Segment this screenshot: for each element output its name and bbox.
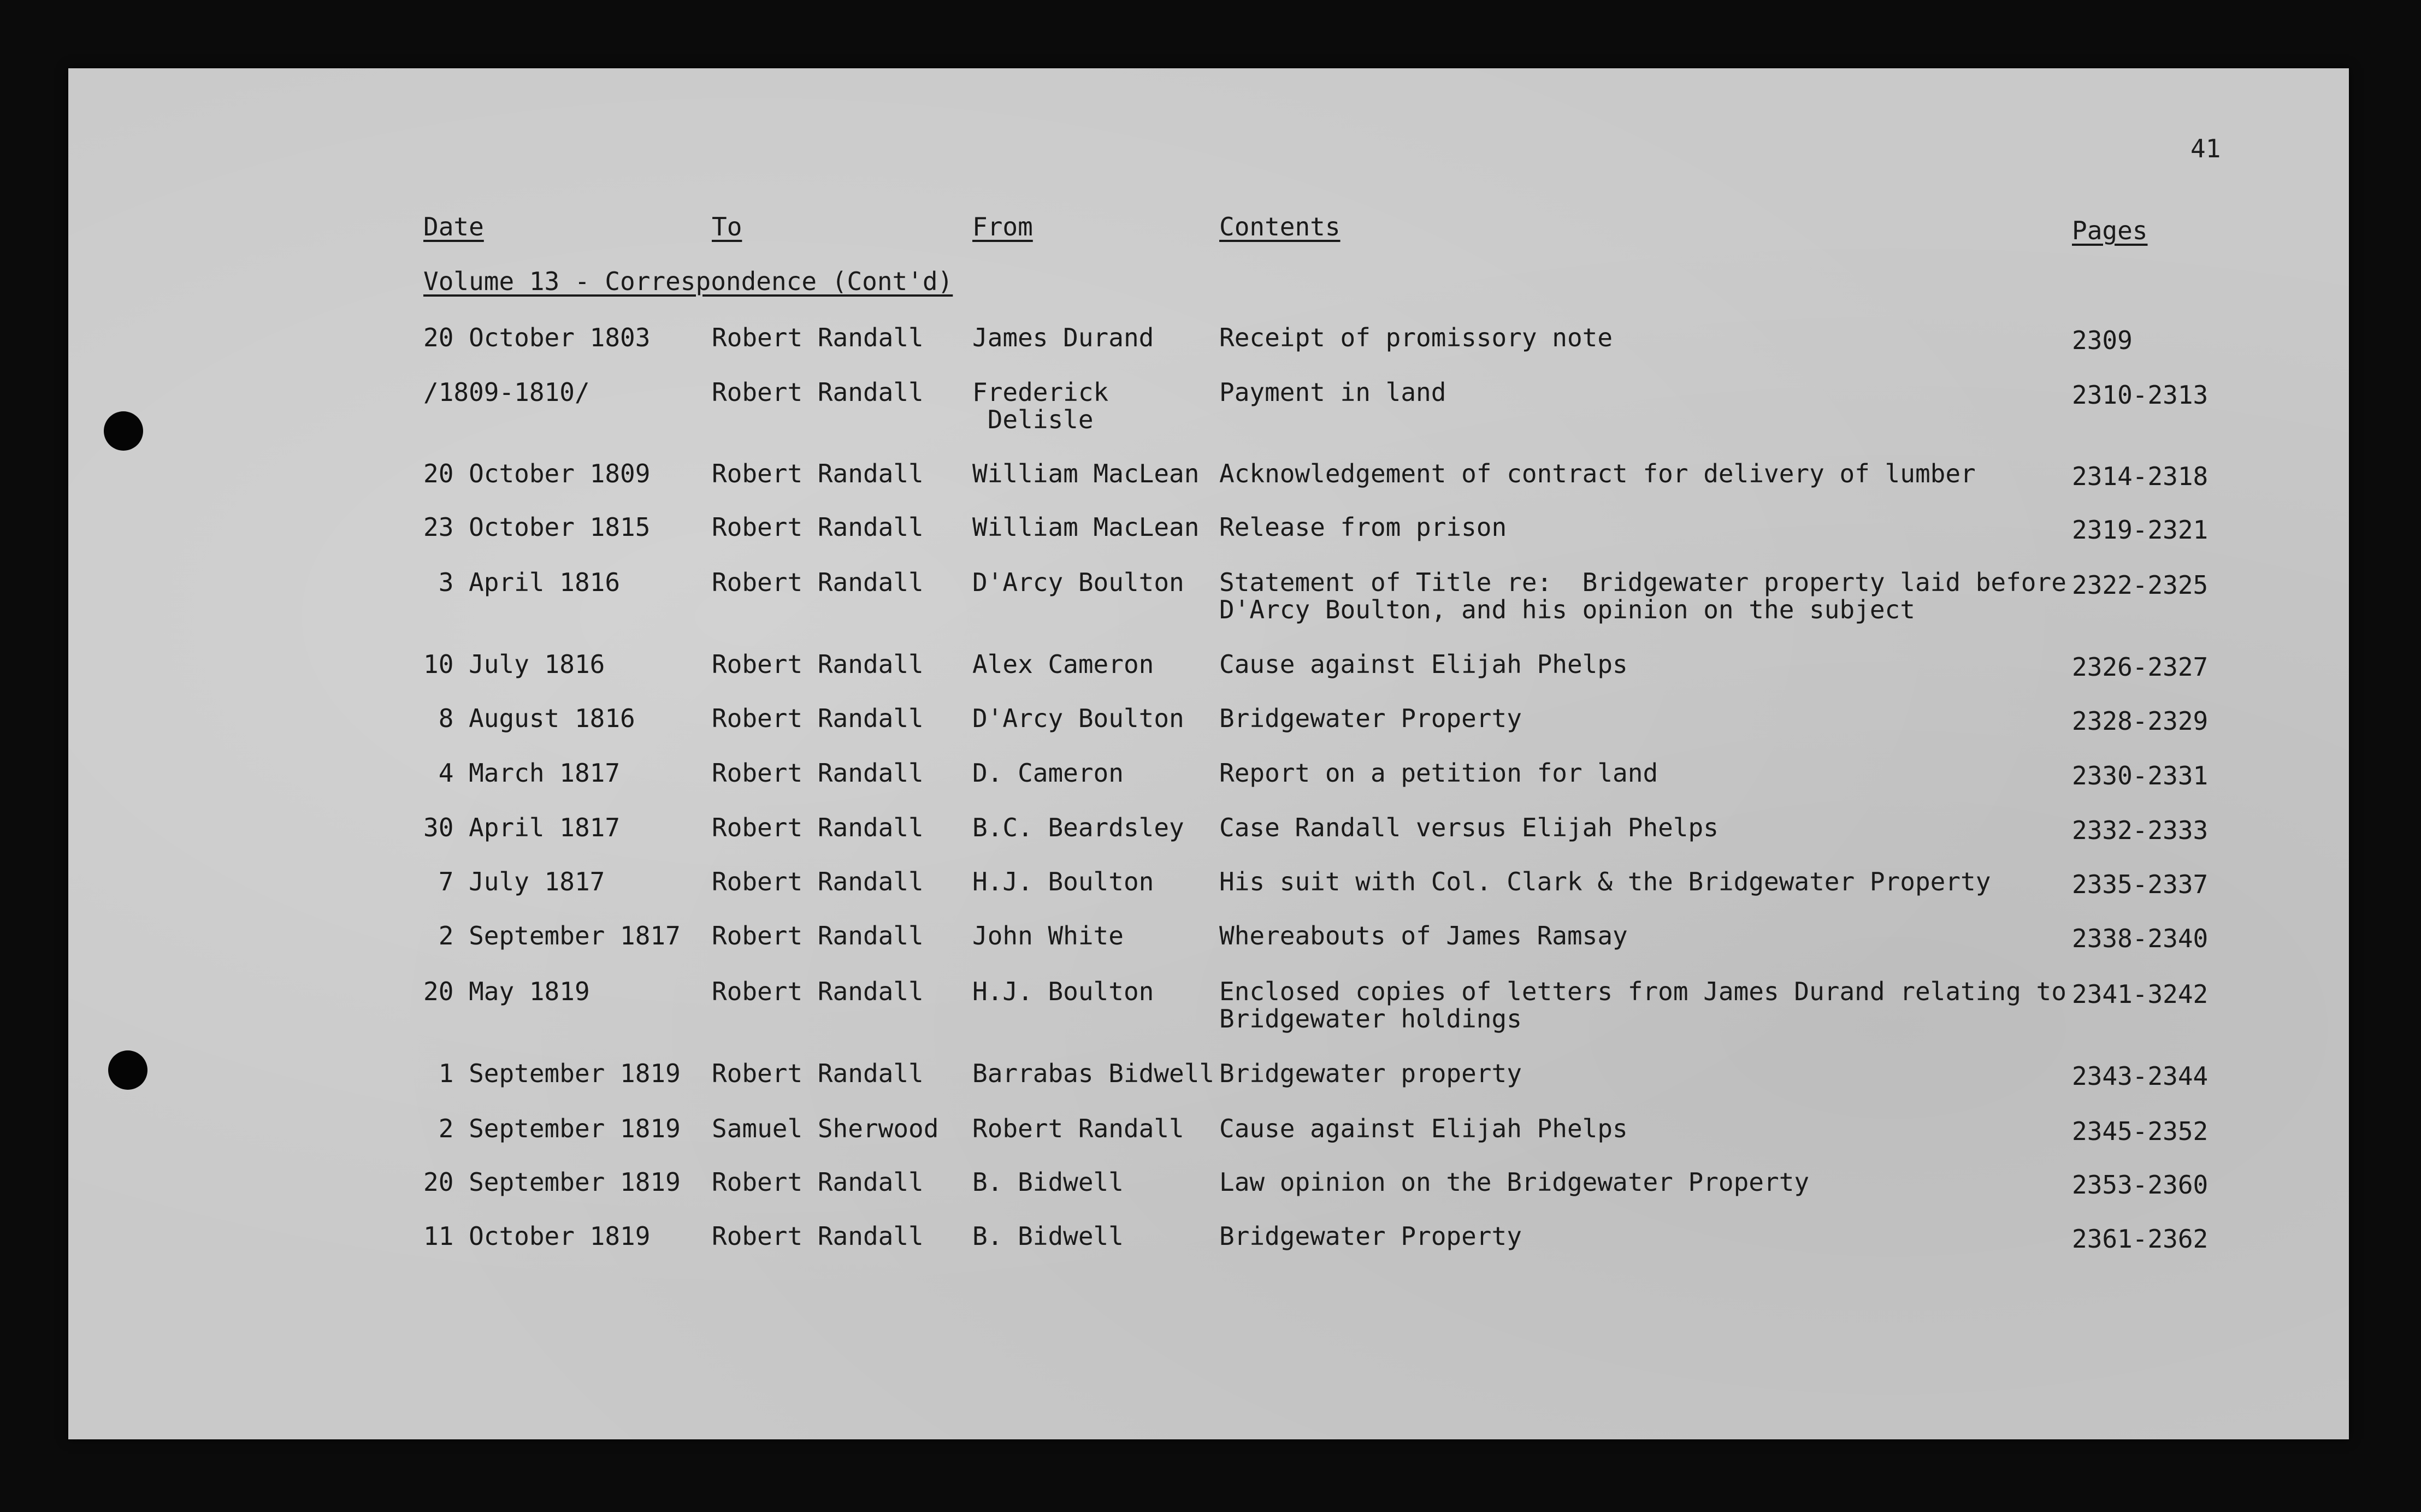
cell-pages: 2322-2325	[2072, 570, 2209, 600]
cell-from: Alex Cameron	[972, 649, 1154, 679]
cell-contents: Law opinion on the Bridgewater Property	[1219, 1167, 1810, 1197]
cell-from: Frederick Delisle	[972, 377, 1109, 434]
cell-from: D. Cameron	[972, 758, 1124, 788]
cell-pages: 2335-2337	[2072, 870, 2209, 899]
cell-to: Robert Randall	[712, 323, 924, 352]
cell-contents: Bridgewater Property	[1219, 1221, 1522, 1251]
cell-date: 10 July 1816	[423, 649, 605, 679]
cell-to: Robert Randall	[712, 977, 924, 1006]
cell-pages: 2353-2360	[2072, 1170, 2209, 1200]
punch-hole	[104, 411, 143, 451]
cell-to: Robert Randall	[712, 377, 924, 407]
page-number: 41	[2190, 134, 2221, 163]
cell-date: /1809-1810/	[423, 377, 590, 407]
cell-to: Robert Randall	[712, 1167, 924, 1197]
cell-from: D'Arcy Boulton	[972, 704, 1184, 733]
cell-date: 20 October 1809	[423, 459, 651, 488]
cell-date: 20 October 1803	[423, 323, 651, 352]
cell-to: Robert Randall	[712, 921, 924, 950]
cell-date: 8 August 1816	[423, 704, 635, 733]
cell-pages: 2310-2313	[2072, 380, 2209, 410]
cell-contents: Case Randall versus Elijah Phelps	[1219, 813, 1719, 842]
punch-hole	[108, 1050, 147, 1090]
cell-date: 23 October 1815	[423, 512, 651, 542]
header-from: From	[972, 212, 1033, 241]
cell-pages: 2341-3242	[2072, 979, 2209, 1009]
section-title: Volume 13 - Correspondence (Cont'd)	[423, 267, 953, 296]
cell-pages: 2326-2327	[2072, 652, 2209, 682]
cell-pages: 2343-2344	[2072, 1061, 2209, 1091]
cell-from: D'Arcy Boulton	[972, 568, 1184, 597]
cell-date: 7 July 1817	[423, 867, 605, 896]
cell-from: B.C. Beardsley	[972, 813, 1184, 842]
cell-pages: 2319-2321	[2072, 515, 2209, 545]
cell-contents: Bridgewater property	[1219, 1059, 1522, 1088]
cell-contents: Bridgewater Property	[1219, 704, 1522, 733]
cell-contents: His suit with Col. Clark & the Bridgewater Property	[1219, 867, 1991, 896]
cell-contents: Whereabouts of James Ramsay	[1219, 921, 1628, 950]
cell-date: 2 September 1819	[423, 1114, 681, 1143]
cell-from: Barrabas Bidwell	[972, 1059, 1215, 1088]
cell-pages: 2330-2331	[2072, 761, 2209, 790]
cell-pages: 2314-2318	[2072, 462, 2209, 491]
header-pages: Pages	[2072, 216, 2148, 245]
cell-date: 1 September 1819	[423, 1059, 681, 1088]
cell-date: 30 April 1817	[423, 813, 621, 842]
cell-from: William MacLean	[972, 512, 1200, 542]
cell-to: Samuel Sherwood	[712, 1114, 939, 1143]
cell-to: Robert Randall	[712, 649, 924, 679]
cell-contents: Acknowledgement of contract for delivery of lumber	[1219, 459, 1976, 488]
cell-date: 20 September 1819	[423, 1167, 681, 1197]
cell-date: 3 April 1816	[423, 568, 621, 597]
cell-to: Robert Randall	[712, 1059, 924, 1088]
cell-contents: Receipt of promissory note	[1219, 323, 1613, 352]
cell-date: 20 May 1819	[423, 977, 590, 1006]
cell-pages: 2328-2329	[2072, 706, 2209, 736]
cell-contents: Statement of Title re: Bridgewater property laid before D'Arcy Boulton, and his opinion on the subject	[1219, 568, 2066, 624]
cell-date: 2 September 1817	[423, 921, 681, 950]
cell-to: Robert Randall	[712, 704, 924, 733]
header-date: Date	[423, 212, 484, 241]
cell-to: Robert Randall	[712, 459, 924, 488]
cell-to: Robert Randall	[712, 758, 924, 788]
cell-date: 11 October 1819	[423, 1221, 651, 1251]
cell-contents: Payment in land	[1219, 377, 1446, 407]
cell-from: John White	[972, 921, 1124, 950]
cell-pages: 2345-2352	[2072, 1117, 2209, 1146]
cell-from: H.J. Boulton	[972, 977, 1154, 1006]
cell-to: Robert Randall	[712, 512, 924, 542]
document-page	[68, 68, 2349, 1439]
cell-pages: 2309	[2072, 326, 2133, 355]
cell-from: William MacLean	[972, 459, 1200, 488]
cell-pages: 2332-2333	[2072, 816, 2209, 845]
cell-contents: Report on a petition for land	[1219, 758, 1658, 788]
header-to: To	[712, 212, 742, 241]
cell-from: H.J. Boulton	[972, 867, 1154, 896]
cell-pages: 2361-2362	[2072, 1224, 2209, 1254]
cell-contents: Cause against Elijah Phelps	[1219, 649, 1628, 679]
cell-contents: Enclosed copies of letters from James Durand relating to Bridgewater holdings	[1219, 977, 2066, 1033]
cell-contents: Release from prison	[1219, 512, 1507, 542]
cell-from: B. Bidwell	[972, 1167, 1124, 1197]
cell-date: 4 March 1817	[423, 758, 621, 788]
cell-contents: Cause against Elijah Phelps	[1219, 1114, 1628, 1143]
header-contents: Contents	[1219, 212, 1341, 241]
cell-to: Robert Randall	[712, 568, 924, 597]
cell-to: Robert Randall	[712, 1221, 924, 1251]
cell-to: Robert Randall	[712, 813, 924, 842]
cell-from: James Durand	[972, 323, 1154, 352]
cell-from: Robert Randall	[972, 1114, 1184, 1143]
cell-from: B. Bidwell	[972, 1221, 1124, 1251]
cell-pages: 2338-2340	[2072, 924, 2209, 953]
cell-to: Robert Randall	[712, 867, 924, 896]
